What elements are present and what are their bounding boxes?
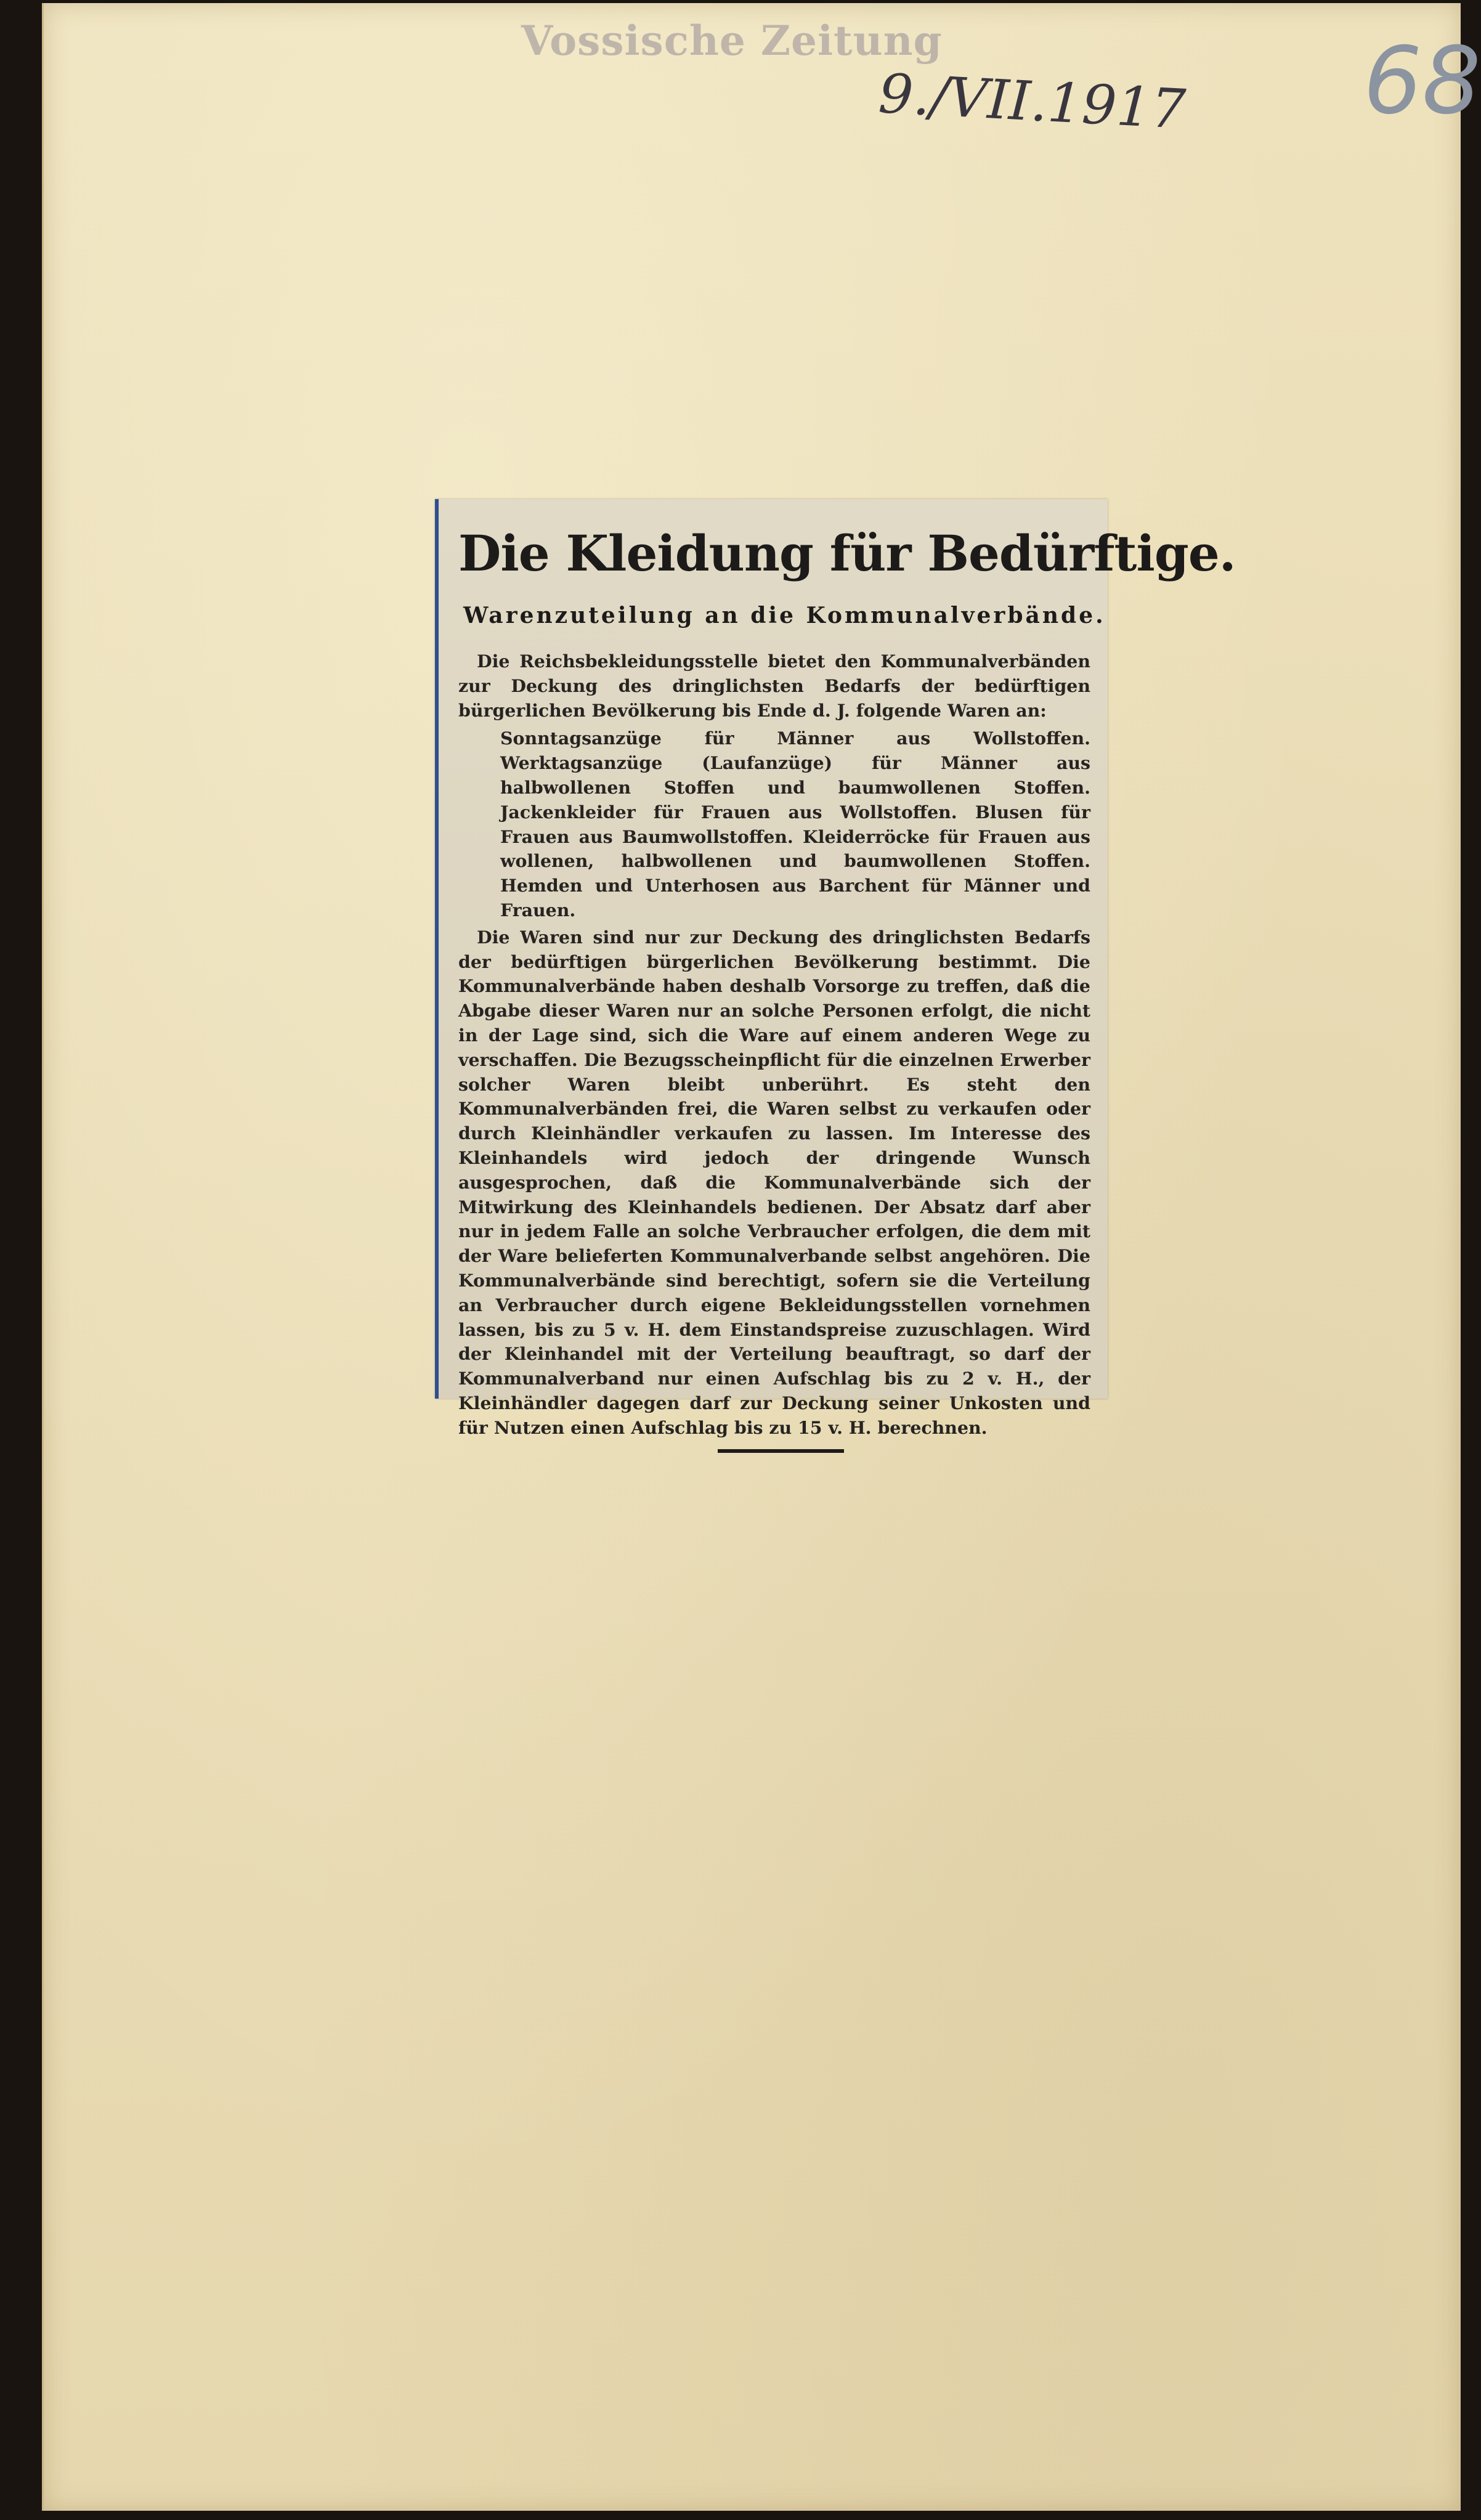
end-rule <box>718 1449 844 1453</box>
article-paragraph-goods-list: Sonntagsanzüge für Männer aus Wollstoffen. Werktagsanzüge (Laufanzüge) für Männer aus halbwollenen Stoffen und baumwollenen Stoffen. Jackenkleider für Frauen aus Wollstoffen. Blusen für Frauen aus Baumwollstoffen. Kleiderröcke für Frauen aus wollenen, halbwollenen und baumwollenen Stoffen. Hemden und Unterhosen aus Barchent für Männer und Frauen. <box>500 728 1090 921</box>
article-paragraph-conditions: Die Waren sind nur zur Deckung des dringlichsten Bedarfs der bedürftigen bürgerlichen Bevölkerung bestimmt. Die Kommunalverbände haben deshalb Vorsorge zu treffen, daß die Abgabe dieser Waren nur an solche Personen erfolgt, die nicht in der Lage sind, sich die Ware auf einem anderen Wege zu verschaffen. Die Bezugsscheinpflicht für die einzelnen Erwerber solcher Waren bleibt unberührt. Es steht den Kommunalverbänden frei, die Waren selbst zu verkaufen oder durch Kleinhändler verkaufen zu lassen. Im Interesse des Kleinhandels wird jedoch der dringende Wunsch ausgesprochen, daß die Kommunalverbände sich der Mitwirkung des Kleinhandels bedienen. Der Absatz darf aber nur in jedem Falle an solche Verbraucher erfolgen, die dem mit der Ware belieferten Kommunalverbande selbst angehören. Die Kommunalverbände sind berechtigt, sofern sie die Verteilung an Verbraucher durch eigene Bekleidungsstellen vornehmen lassen, bis zu 5 v. H. dem Einstandspreise zuzuschlagen. Wird der Kleinhandel mit der Verteilung beauftragt, so darf der Kommunalverband nur einen Aufschlag bis zu 2 v. H., der Kleinhändler dagegen darf zur Deckung seiner Unkosten und für Nutzen einen Aufschlag bis zu 15 v. H. berechnen. <box>458 926 1090 1438</box>
article-headline: Die Kleidung für Bedürftige. <box>458 524 1236 582</box>
newspaper-clipping <box>435 499 1236 1438</box>
handwritten-page-number: 68 <box>1363 28 1481 135</box>
archive-sheet <box>42 3 1481 2511</box>
newspaper-name-stamp: Vossische Zeitung <box>521 17 943 65</box>
article-subheadline: Warenzuteilung an die Kommunalverbände. <box>463 603 1106 628</box>
handwritten-date: 9./VII.1917 <box>877 62 1187 141</box>
article-paragraph-intro: Die Reichsbekleidungsstelle bietet den Kommunalverbänden zur Deckung des dringlichsten Bedarfs der bedürftigen bürgerlichen Bevölkerung bis Ende d. J. folgende Waren an: <box>458 651 1090 721</box>
